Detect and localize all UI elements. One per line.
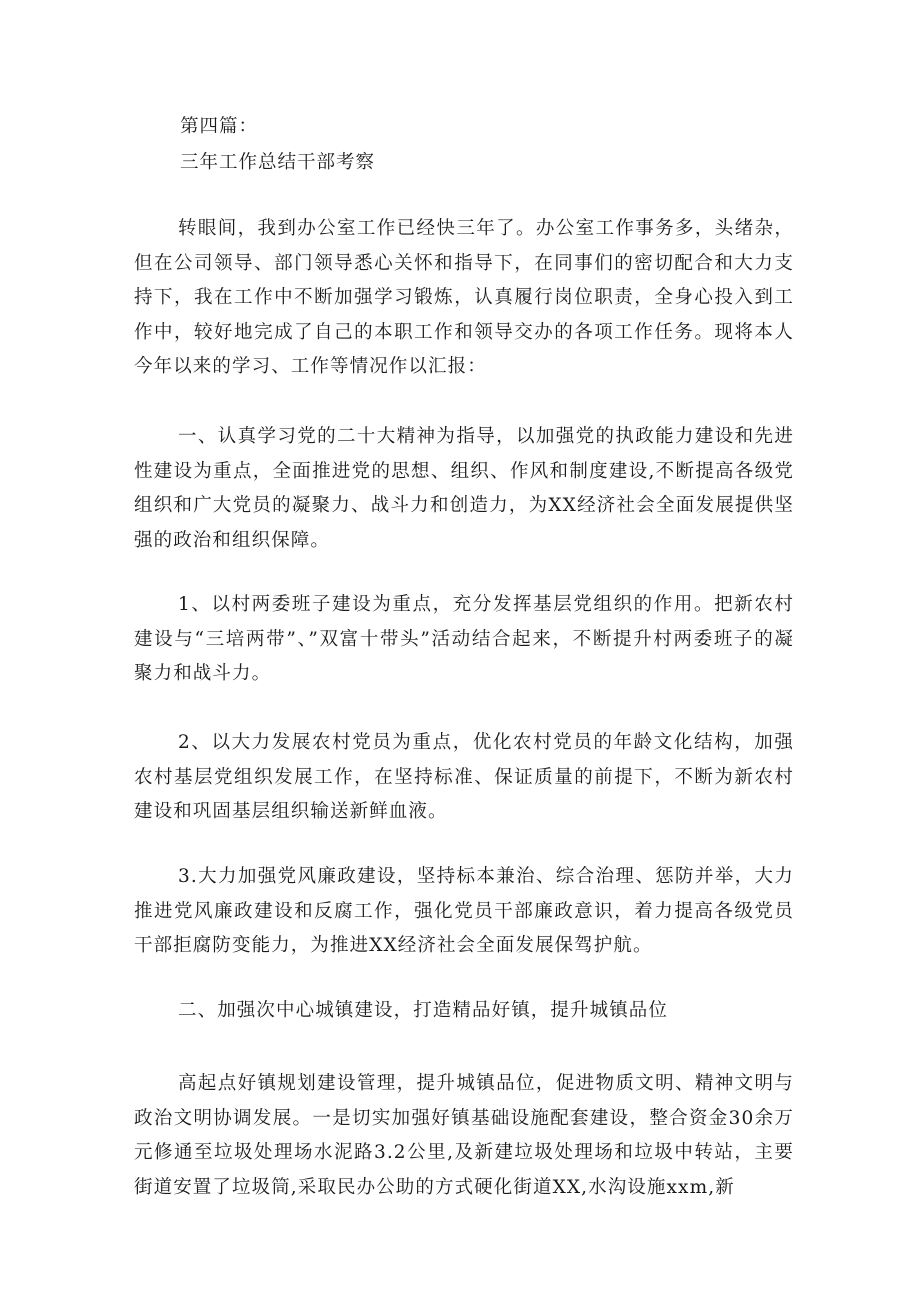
part-label: 第四篇：	[180, 116, 259, 137]
intro-paragraph: 转眼间，我到办公室工作已经快三年了。办公室工作事务多，头绪杂，但在公司领导、部门领导悉心关怀和指导下，在同事们的密切配合和大力支持下，我在工作中不断加强学习锻炼，认真履行岗位职责，全身心投入到工作中，较好地完成了自己的本职工作和领导交办的各项工作任务。现将本人今年以来的学习、工作等情况作以汇报：	[134, 218, 794, 378]
item-two-paragraph: 2、以大力发展农村党员为重点，优化农村党员的年龄文化结构，加强农村基层党组织发展工作，在坚持标准、保证质量的前提下，不断为新农村建设和巩固基层组织输送新鲜血液。	[134, 732, 794, 823]
section-two-paragraph: 高起点好镇规划建设管理，提升城镇品位，促进物质文明、精神文明与政治文明协调发展。一是切实加强好镇基础设施配套建设，整合资金30余万元修通至垃圾处理场水泥路3.2公里,及新建垃圾处理场和垃圾中转站，主要街道安置了垃圾筒,采取民办公助的方式硬化街道XX,水沟设施xxm,新	[134, 1073, 794, 1198]
item-three-paragraph: 3.大力加强党风廉政建设，坚持标本兼治、综合治理、惩防并举，大力推进党风廉政建设和反腐工作，强化党员干部廉政意识，着力提高各级党员干部拒腐防变能力，为推进XX经济社会全面发展保驾护航。	[134, 866, 794, 957]
document-title: 三年工作总结干部考察	[180, 152, 376, 173]
item-one-paragraph: 1、以村两委班子建设为重点，充分发挥基层党组织的作用。把新农村建设与“三培两带”、”双富十带头”活动结合起来，不断提升村两委班子的凝聚力和战斗力。	[134, 594, 794, 685]
section-one-paragraph: 一、认真学习党的二十大精神为指导，以加强党的执政能力建设和先进性建设为重点，全面推进党的思想、组织、作风和制度建设,不断提高各级党组织和广大党员的凝聚力、战斗力和创造力，为XX经济社会全面发展提供坚强的政治和组织保障。	[134, 426, 794, 551]
section-two-heading: 二、加强次中心城镇建设，打造精品好镇，提升城镇品位	[178, 1000, 669, 1021]
